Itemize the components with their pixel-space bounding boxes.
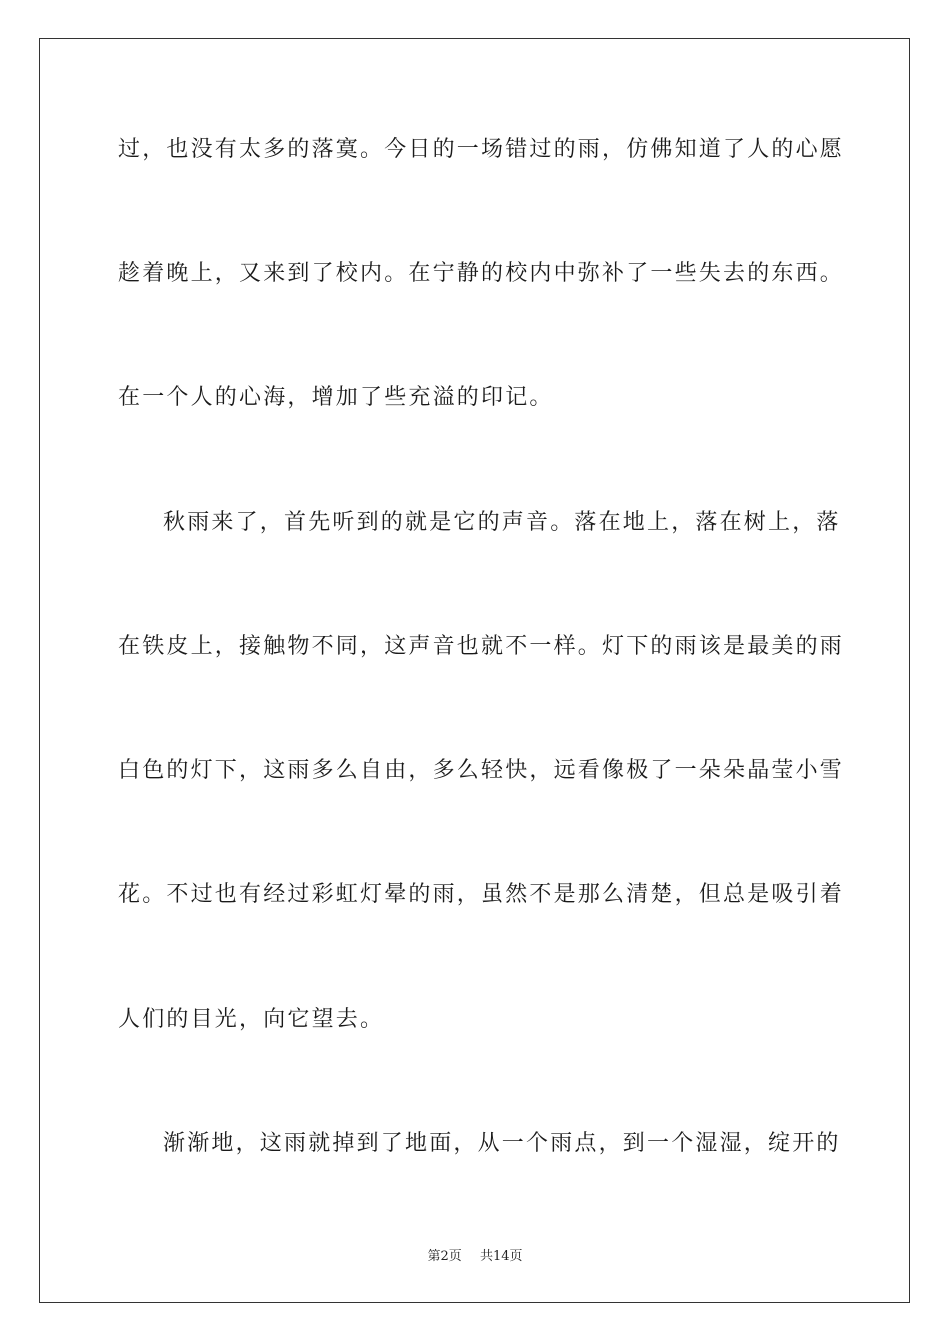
text-line: 白色的灯下，这雨多么自由，多么轻快，远看像极了一朵朵晶莹小雪	[118, 758, 845, 783]
page-frame	[39, 38, 910, 1303]
page-footer	[0, 1248, 950, 1266]
text-line: 过，也没有太多的落寞。今日的一场错过的雨，仿佛知道了人的心愿	[118, 137, 845, 162]
text-line: 在铁皮上，接触物不同，这声音也就不一样。灯下的雨该是最美的雨	[118, 634, 845, 659]
text-line: 花。不过也有经过彩虹灯晕的雨，虽然不是那么清楚，但总是吸引着	[118, 882, 845, 907]
paragraph-start-line: 秋雨来了，首先听到的就是它的声音。落在地上，落在树上，落	[163, 510, 841, 535]
text-line: 人们的目光，向它望去。	[118, 1007, 385, 1032]
text-line: 在一个人的心海，增加了些充溢的印记。	[118, 385, 554, 410]
text-line: 趁着晚上，又来到了校内。在宁静的校内中弥补了一些失去的东西。	[118, 261, 845, 286]
page-number: 第2页	[427, 1249, 462, 1264]
total-pages: 共14页	[479, 1249, 523, 1264]
paragraph-start-line: 渐渐地，这雨就掉到了地面，从一个雨点，到一个湿湿，绽开的	[163, 1131, 841, 1156]
